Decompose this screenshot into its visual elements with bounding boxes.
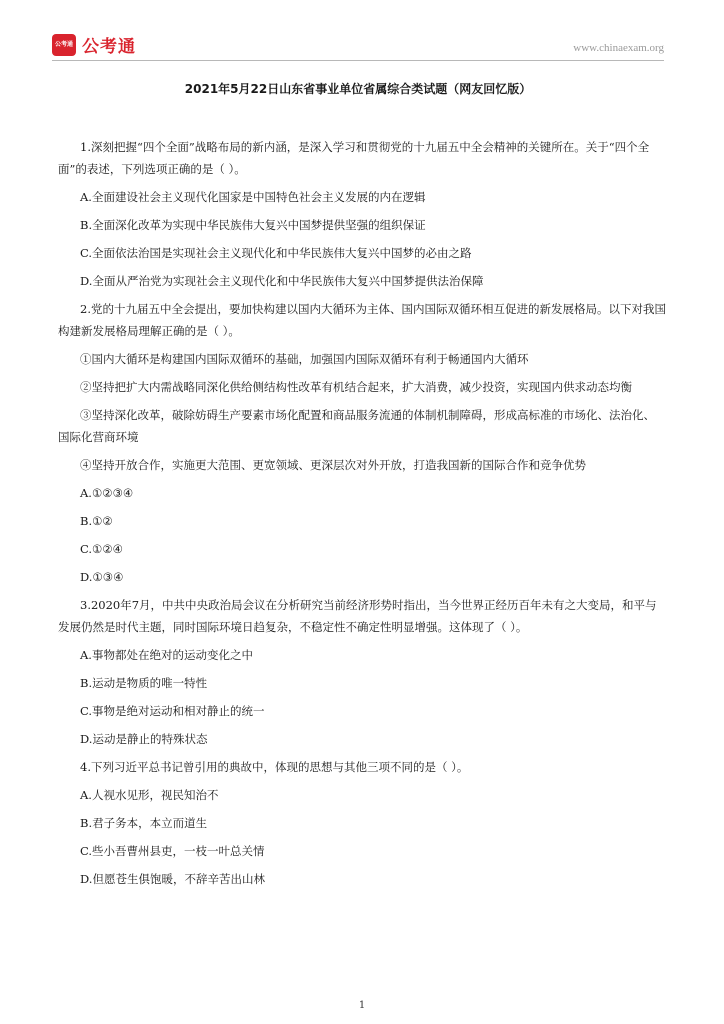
question-3-option-b: B.运动是物质的唯一特性 xyxy=(80,676,208,690)
question-4-option-b: B.君子务本，本立而道生 xyxy=(80,816,208,830)
question-2-stem: 2.党的十九届五中全会提出，要加快构建以国内大循环为主体、国内国际双循环相互促进的新发展格局。以下对我国构建新发展格局理解正确的是（ ）。 xyxy=(58,302,666,338)
question-4-option-d: D.但愿苍生俱饱暖，不辞辛苦出山林 xyxy=(80,872,265,886)
question-1-option-b: B.全面深化改革为实现中华民族伟大复兴中国梦提供坚强的组织保证 xyxy=(80,218,426,232)
brand-logo[interactable] xyxy=(52,32,136,57)
question-4-option-c: C.些小吾曹州县吏，一枝一叶总关情 xyxy=(80,844,265,858)
question-2-statement-3: ③坚持深化改革，破除妨碍生产要素市场化配置和商品服务流通的体制机制障碍，形成高标准的市场化、法治化、国际化营商环境 xyxy=(58,408,655,444)
site-url[interactable]: www.chinaexam.org xyxy=(573,42,664,54)
question-1-stem: 1.深刻把握“四个全面”战略布局的新内涵，是深入学习和贯彻党的十九届五中全会精神的关键所在。关于“四个全面”的表述，下列选项正确的是（ ）。 xyxy=(58,140,650,176)
question-1-option-d: D.全面从严治党为实现社会主义现代化和中华民族伟大复兴中国梦提供法治保障 xyxy=(80,274,484,288)
question-4-option-a: A.人视水见形，视民知治不 xyxy=(80,788,219,802)
question-4-stem: 4.下列习近平总书记曾引用的典故中，体现的思想与其他三项不同的是（ ）。 xyxy=(80,760,469,774)
question-1-option-c: C.全面依法治国是实现社会主义现代化和中华民族伟大复兴中国梦的必由之路 xyxy=(80,246,472,260)
question-1-option-a: A.全面建设社会主义现代化国家是中国特色社会主义发展的内在逻辑 xyxy=(80,190,426,204)
logo-badge-icon: 公考通 xyxy=(52,34,76,56)
question-2-option-d: D.①③④ xyxy=(80,570,124,584)
question-3-option-c: C.事物是绝对运动和相对静止的统一 xyxy=(80,704,265,718)
question-3-option-a: A.事物都处在绝对的运动变化之中 xyxy=(80,648,253,662)
question-2-option-a: A.①②③④ xyxy=(80,486,134,500)
document-title: 2021年5月22日山东省事业单位省属综合类试题（网友回忆版） xyxy=(184,82,532,96)
header-divider xyxy=(52,60,664,61)
question-list xyxy=(58,136,666,890)
page-number: 1 xyxy=(358,1000,366,1011)
question-2-option-b: B.①② xyxy=(80,514,113,528)
logo-text: 公考通 xyxy=(82,37,136,57)
question-2-statement-2: ②坚持把扩大内需战略同深化供给侧结构性改革有机结合起来，扩大消费，减少投资，实现国内供求动态均衡 xyxy=(80,380,632,394)
page-header xyxy=(52,30,664,60)
question-2-option-c: C.①②④ xyxy=(80,542,123,556)
question-2-statement-4: ④坚持开放合作，实施更大范围、更宽领域、更深层次对外开放，打造我国新的国际合作和竞争优势 xyxy=(80,458,586,472)
question-2-statement-1: ①国内大循环是构建国内国际双循环的基础，加强国内国际双循环有利于畅通国内大循环 xyxy=(80,352,529,366)
question-3-stem: 3.2020年7月，中共中央政治局会议在分析研究当前经济形势时指出，当今世界正经历百年未有之大变局，和平与发展仍然是时代主题，同时国际环境日趋复杂，不稳定性不确定性明显增强。这体现了（ ）。 xyxy=(58,598,657,634)
question-3-option-d: D.运动是静止的特殊状态 xyxy=(80,732,208,746)
